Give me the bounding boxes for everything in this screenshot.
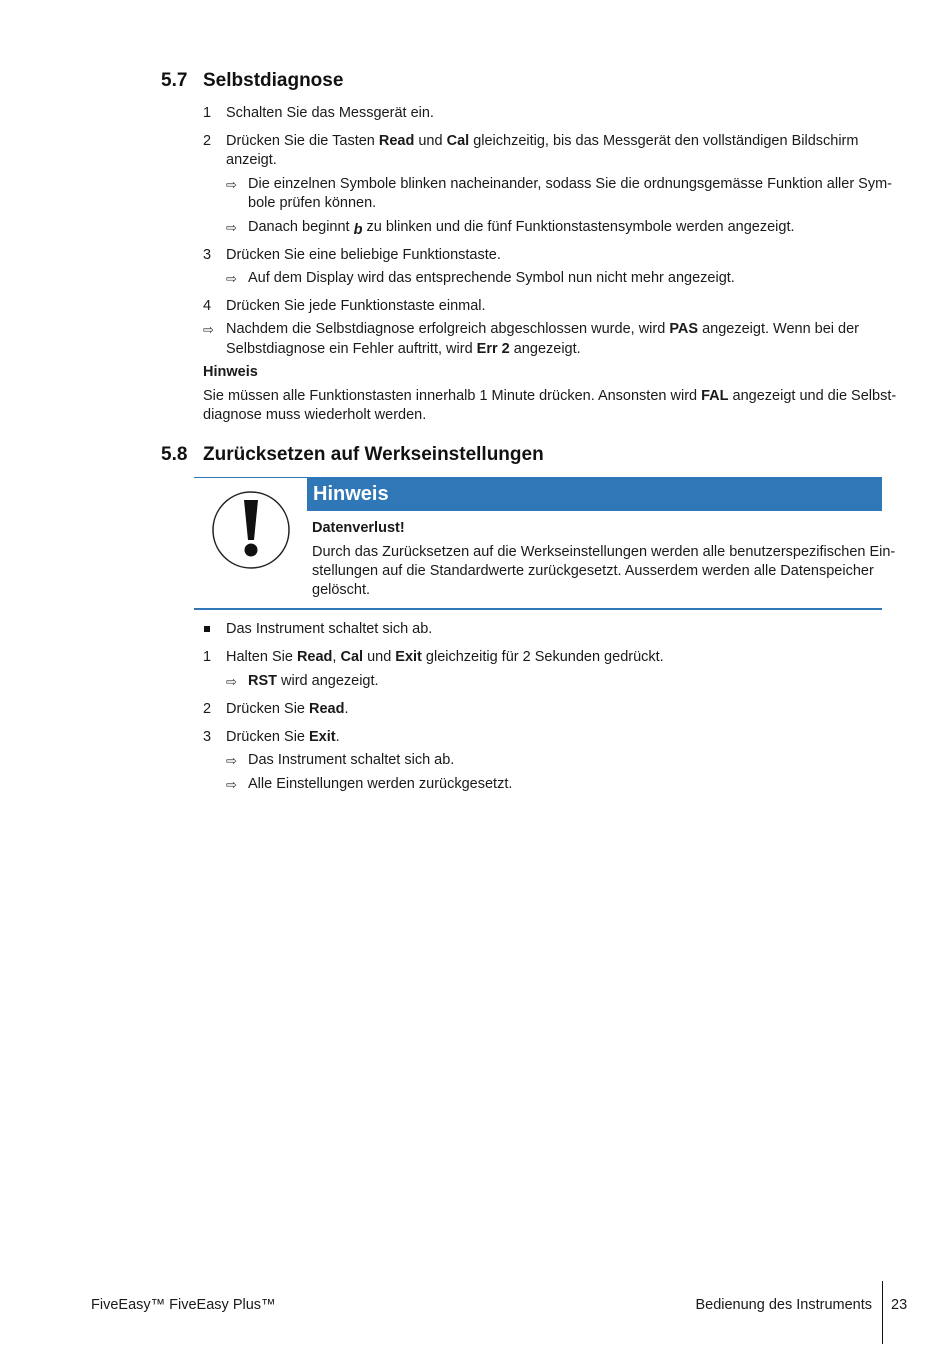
section-number: 5.7: [161, 70, 188, 91]
result-text: Alle Einstellungen werden zurückgesetzt.: [248, 776, 513, 792]
note-text: Sie müssen alle Funktionstasten innerhalb 1 Minute drücken. Ansonsten wird FAL angezeigt und die Selbst-: [203, 388, 897, 404]
notice-text: stellungen auf die Standardwerte zurückgesetzt. Ausserdem werden alle Datenspeicher: [312, 563, 874, 579]
notice-top-rule: [194, 477, 307, 478]
section-number: 5.8: [161, 444, 188, 465]
result-text: Danach beginnt b zu blinken und die fünf Funktionstastensymbole werden angezeigt.: [248, 219, 795, 238]
step-text: Drücken Sie eine beliebige Funktionstaste.: [226, 247, 501, 263]
footer-divider: [882, 1281, 883, 1344]
key-read: Read: [309, 701, 345, 717]
final-result-text: Nachdem die Selbstdiagnose erfolgreich abgeschlossen wurde, wird PAS angezeigt. Wenn bei der: [226, 321, 860, 337]
arrow-right-outline-icon: ⇨: [226, 777, 237, 792]
section-title: Zurücksetzen auf Werkseinstellungen: [203, 444, 544, 465]
page-number: 23: [891, 1297, 908, 1313]
result-text: Das Instrument schaltet sich ab.: [248, 752, 455, 768]
step-number: 1: [203, 649, 212, 665]
result-text: Die einzelnen Symbole blinken nacheinander, sodass Sie die ordnungsgemässe Funktion aller Sym-: [248, 176, 893, 192]
key-cal: Cal: [340, 649, 364, 665]
notice-bottom-rule: [194, 608, 882, 610]
display-fal: FAL: [701, 388, 729, 404]
step-number: 3: [203, 247, 212, 263]
step-number: 2: [203, 133, 212, 149]
note-title: Hinweis: [203, 364, 258, 380]
key-read: Read: [296, 649, 333, 665]
display-err: Err 2: [476, 341, 510, 357]
key-cal: Cal: [446, 133, 470, 149]
footer-chapter: Bedienung des Instruments: [695, 1297, 872, 1313]
key-exit: Exit: [395, 649, 422, 665]
exclamation-circle-icon: [211, 490, 291, 570]
step-number: 2: [203, 701, 212, 717]
step-text: Halten Sie Read, Cal und Exit gleichzeitig für 2 Sekunden gedrückt.: [226, 649, 664, 665]
footer-product: FiveEasy™ FiveEasy Plus™: [91, 1297, 276, 1313]
result-text-continued: bole prüfen können.: [248, 195, 377, 211]
arrow-right-outline-icon: ⇨: [226, 177, 237, 192]
arrow-right-outline-icon: ⇨: [226, 271, 237, 286]
step-number: 1: [203, 105, 212, 121]
section-heading-5-8: [161, 443, 544, 467]
key-read: Read: [378, 133, 415, 149]
arrow-right-outline-icon: ⇨: [226, 753, 237, 768]
notice-text: gelöscht.: [312, 582, 371, 598]
final-result-text-continued: Selbstdiagnose ein Fehler auftritt, wird Err 2 angezeigt.: [226, 341, 581, 357]
notice-header: Hinweis: [307, 477, 882, 511]
step-text: Drücken Sie Read.: [226, 701, 349, 717]
result-text: RST wird angezeigt.: [248, 673, 379, 689]
step-text: Drücken Sie Exit.: [226, 729, 340, 745]
square-bullet-icon: [204, 626, 210, 632]
step-text-continued: anzeigt.: [226, 152, 277, 168]
step-text: Drücken Sie die Tasten Read und Cal gleichzeitig, bis das Messgerät den vollständigen Bildschirm: [226, 133, 859, 149]
arrow-right-outline-icon: ⇨: [226, 674, 237, 689]
display-rst: RST: [248, 673, 277, 689]
note-text-continued: diagnose muss wiederholt werden.: [203, 407, 427, 423]
step-number: 4: [203, 298, 212, 314]
notice-subtitle: Datenverlust!: [312, 520, 405, 536]
arrow-right-outline-icon: ⇨: [226, 220, 237, 235]
display-pas: PAS: [669, 321, 699, 337]
section-title: Selbstdiagnose: [203, 70, 344, 91]
prerequisite-text: Das Instrument schaltet sich ab.: [226, 621, 433, 637]
section-heading-5-7: [161, 69, 343, 93]
step-text: Schalten Sie das Messgerät ein.: [226, 105, 434, 121]
key-exit: Exit: [309, 729, 336, 745]
display-symbol-b: b: [353, 222, 363, 238]
notice-text: Durch das Zurücksetzen auf die Werkseinstellungen werden alle benutzerspezifischen Ein-: [312, 544, 896, 560]
step-text: Drücken Sie jede Funktionstaste einmal.: [226, 298, 486, 314]
result-text: Auf dem Display wird das entsprechende Symbol nun nicht mehr angezeigt.: [248, 270, 735, 286]
arrow-right-outline-icon: ⇨: [203, 322, 214, 337]
step-number: 3: [203, 729, 212, 745]
